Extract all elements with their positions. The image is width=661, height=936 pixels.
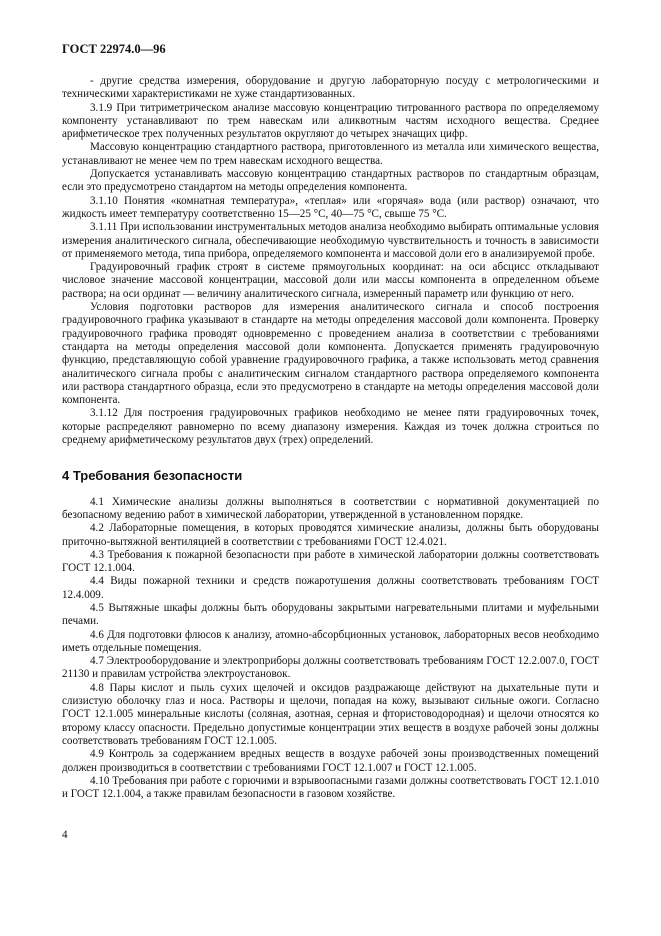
paragraph: 4.1 Химические анализы должны выполняться в соответствии с нормативной документацией по безопасному ведению работ в химической лаборатории, утвержденной в установленном порядке.: [62, 495, 599, 521]
paragraph: 4.2 Лабораторные помещения, в которых проводятся химические анализы, должны быть оборудованы приточно-вытяжной вентиляцией в соответствии с требованиями ГОСТ 12.4.021.: [62, 522, 599, 548]
paragraph: Условия подготовки растворов для измерения аналитического сигнала и способ построения градуировочного графика указывают в стандарте на методы определения массовой доли компонента. Проверку градуировочного графика проводят одновременно с проведением анализа в соответствии с требованиями стандарта на методы определения массовой доли компонента. Допускается применять градуировочную функцию, представляющую собой уравнение градуировочного графика, а также использовать метод сравнения аналитического сигнала пробы с аналитическим сигналом стандартного раствора определяемого компонента или раствора стандартного образца, если это предусмотрено в стандарте на методы определения массовой доли компонента.: [62, 301, 599, 407]
paragraph: 3.1.12 Для построения градуировочных графиков необходимо не менее пяти градуировочных точек, которые распределяют равномерно по всему диапазону измерения. Каждая из точек должна строиться по среднему арифметическому результатов двух (трех) определений.: [62, 407, 599, 447]
paragraph: 4.6 Для подготовки флюсов к анализу, атомно-абсорбционных установок, лабораторных весов необходимо иметь отдельные помещения.: [62, 628, 599, 654]
paragraph: 3.1.11 При использовании инструментальных методов анализа необходимо выбирать оптимальные условия измерения аналитического сигнала, обеспечивающие необходимую чувствительность и точность в зависимости от применяемого метода, типа прибора, определяемого компонента и массовой доли его в анализируемой пробе.: [62, 221, 599, 260]
section-title: 4 Требования безопасности: [62, 468, 243, 484]
page-body: [62, 75, 599, 801]
paragraph: - другие средства измерения, оборудование и другую лабораторную посуду с метрологическими и техническими характеристиками не хуже стандартизованных.: [62, 75, 599, 101]
paragraph: Градуировочный график строят в системе прямоугольных координат: на оси абсцисс откладывают числовое значение массовой концентрации, массовой доли или массы компонента в определенном объеме раствора; на оси ординат — величину аналитического сигнала, измеренный параметр или функцию от него.: [62, 261, 599, 300]
paragraph: 4.10 Требования при работе с горючими и взрывоопасными газами должны соответствовать ГОСТ 12.1.010 и ГОСТ 12.1.004, а также правилам безопасности в газовом хозяйстве.: [62, 774, 599, 801]
document-header: ГОСТ 22974.0—96: [62, 42, 166, 56]
paragraph: 4.5 Вытяжные шкафы должны быть оборудованы закрытыми нагревательными плитами и муфельными печами.: [62, 601, 599, 628]
paragraph: 4.8 Пары кислот и пыль сухих щелочей и оксидов раздражающе действуют на дыхательные пути и слизистую оболочку глаз и носа. Растворы и щелочи, попадая на кожу, вызывают сильные ожоги. Согласно ГОСТ 12.1.005 минеральные кислоты (соляная, азотная, серная и фтористоводородная) и щелочи относятся ко второму классу опасности. Предельно допустимые концентрации этих веществ в воздухе рабочей зоны должны соответствовать требованиям ГОСТ 12.1.005.: [62, 681, 599, 747]
paragraph: Массовую концентрацию стандартного раствора, приготовленного из металла или химического вещества, устанавливают не менее чем по трем навескам исходного вещества.: [62, 141, 599, 167]
paragraph: 3.1.10 Понятия «комнатная температура», «теплая» или «горячая» вода (или раствор) означают, что жидкость имеет температуру соответственно 15—25 °С, 40—75 °С, свыше 75 °С.: [62, 194, 599, 220]
paragraph: 4.9 Контроль за содержанием вредных веществ в воздухе рабочей зоны производственных помещений должен производиться в соответствии с требованиями ГОСТ 12.1.007 и ГОСТ 12.1.005.: [62, 748, 599, 774]
page-number: 4: [62, 829, 68, 841]
paragraph: Допускается устанавливать массовую концентрацию стандартных растворов по стандартным образцам, если это предусмотрено стандартом на методы определения компонента.: [62, 168, 599, 194]
paragraph: 4.3 Требования к пожарной безопасности при работе в химической лаборатории должны соответствовать ГОСТ 12.1.004.: [62, 548, 599, 575]
paragraph: 3.1.9 При титриметрическом анализе массовую концентрацию титрованного раствора по определяемому компоненту устанавливают по трем навескам или аликвотным частям исходного вещества. Среднее арифметическое трех полученных результатов округляют до четырех значащих цифр.: [62, 101, 599, 141]
paragraph: 4.7 Электрооборудование и электроприборы должны соответствовать требованиям ГОСТ 12.2.007.0, ГОСТ 21130 и правилам устройства электроустановок.: [62, 655, 599, 681]
paragraph: 4.4 Виды пожарной техники и средств пожаротушения должны соответствовать требованиям ГОСТ 12.4.009.: [62, 575, 599, 601]
